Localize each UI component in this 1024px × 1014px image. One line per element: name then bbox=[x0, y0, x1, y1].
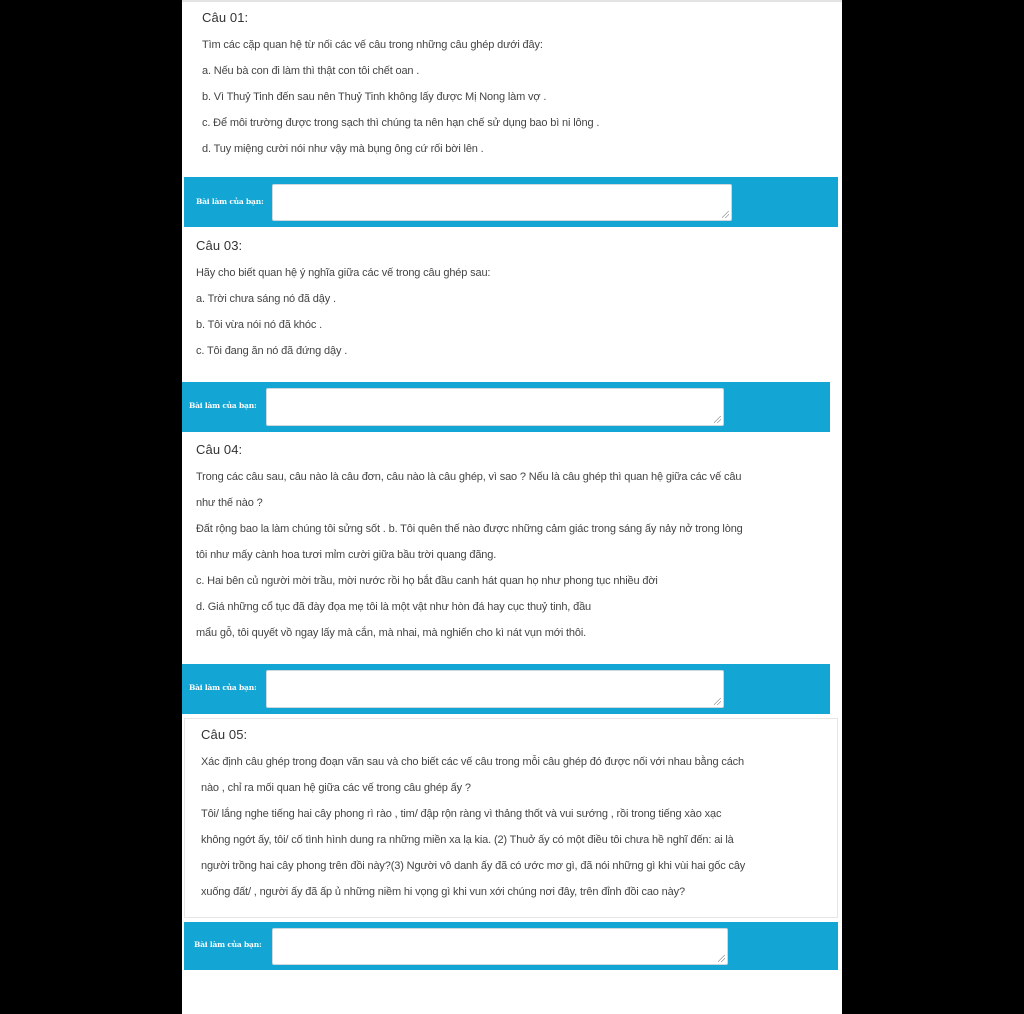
answer-bar-1 bbox=[184, 177, 838, 227]
question-line: a. Nếu bà con đi làm thì thật con tôi chết oan . bbox=[202, 65, 420, 77]
question-line: Đất rộng bao la làm chúng tôi sửng sốt . b. Tôi quên thế nào được những cảm giác trong sáng ấy nảy nở trong lòng bbox=[196, 523, 743, 535]
question-title: Câu 04: bbox=[196, 442, 243, 457]
question-line: Tôi/ lắng nghe tiếng hai cây phong rì rào , tim/ đập rộn ràng vì thảng thốt và vui sướng , rồi trong tiếng xào xạc bbox=[201, 808, 722, 820]
question-line: tôi như mấy cành hoa tươi mỉm cười giữa bầu trời quang đãng. bbox=[196, 549, 497, 561]
question-line: d. Tuy miệng cười nói như vậy mà bụng ông cứ rối bời lên . bbox=[202, 143, 484, 155]
question-line: xuống đất/ , người ấy đã ấp ủ những niềm hi vọng gì khi vun xới chúng nơi đây, trên đỉnh đồi cao này? bbox=[201, 886, 685, 898]
resize-handle-icon[interactable] bbox=[714, 416, 721, 423]
resize-handle-icon[interactable] bbox=[718, 955, 725, 962]
resize-handle-icon[interactable] bbox=[714, 698, 721, 705]
answer-label: Bài làm của bạn: bbox=[196, 197, 264, 206]
answer-label: Bài làm của bạn: bbox=[189, 401, 257, 410]
question-card-3 bbox=[196, 236, 826, 376]
question-title: Câu 01: bbox=[202, 10, 249, 25]
answer-label: Bài làm của bạn: bbox=[194, 940, 262, 949]
resize-handle-icon[interactable] bbox=[722, 211, 729, 218]
question-line: d. Giá những cổ tục đã đày đọa mẹ tôi là một vật như hòn đá hay cục thuỷ tinh, đầu bbox=[196, 601, 592, 613]
question-line: Trong các câu sau, câu nào là câu đơn, câu nào là câu ghép, vì sao ? Nếu là câu ghép thì quan hệ giữa các vế câu bbox=[196, 471, 742, 483]
question-title: Câu 05: bbox=[201, 727, 248, 742]
answer-bar-3 bbox=[182, 382, 830, 432]
answer-bar-4 bbox=[182, 664, 830, 714]
question-line: b. Tôi vừa nói nó đã khóc . bbox=[196, 319, 323, 331]
question-title: Câu 03: bbox=[196, 238, 243, 253]
answer-input-1[interactable] bbox=[272, 184, 732, 221]
question-line: nào , chỉ ra mối quan hệ giữa các vế trong câu ghép ấy ? bbox=[201, 782, 471, 794]
question-line: Hãy cho biết quan hệ ý nghĩa giữa các vế trong câu ghép sau: bbox=[196, 267, 491, 279]
answer-bar-5 bbox=[184, 922, 838, 970]
answer-input-4[interactable] bbox=[266, 670, 724, 708]
question-line: không ngớt ấy, tôi/ cố tình hình dung ra những miền xa lạ kia. (2) Thuở ấy có một điều tôi chưa hề nghĩ đến: ai là bbox=[201, 834, 734, 846]
answer-label: Bài làm của bạn: bbox=[189, 683, 257, 692]
question-card-4 bbox=[196, 440, 830, 656]
question-line: c. Để môi trường được trong sạch thì chúng ta nên hạn chế sử dụng bao bì ni lông . bbox=[202, 117, 600, 129]
question-line: c. Hai bên củ người mời trầu, mời nước rồi họ bắt đầu canh hát quan họ như phong tục nhiều đời bbox=[196, 575, 658, 587]
question-line: Tìm các cặp quan hệ từ nối các vế câu trong những câu ghép dưới đây: bbox=[202, 39, 543, 51]
question-line: người trồng hai cây phong trên đồi này?(3) Người vô danh ấy đã có ước mơ gì, đã nói những gì khi vùi hai gốc cây bbox=[201, 860, 746, 872]
question-line: a. Trời chưa sáng nó đã dậy . bbox=[196, 293, 336, 305]
answer-input-5[interactable] bbox=[272, 928, 728, 965]
top-divider bbox=[182, 0, 842, 2]
question-line: c. Tôi đang ăn nó đã đứng dậy . bbox=[196, 345, 348, 357]
worksheet-page bbox=[182, 0, 842, 1014]
answer-input-3[interactable] bbox=[266, 388, 724, 426]
question-line: b. Vì Thuỷ Tinh đến sau nên Thuỷ Tinh không lấy được Mị Nong làm vợ . bbox=[202, 91, 547, 103]
question-card-5 bbox=[184, 718, 838, 918]
question-line: Xác định câu ghép trong đoạn văn sau và cho biết các vế câu trong mỗi câu ghép đó được nối với nhau bằng cách bbox=[201, 756, 744, 768]
question-card-1 bbox=[202, 8, 822, 170]
question-line: như thế nào ? bbox=[196, 497, 263, 509]
question-line: mẩu gỗ, tôi quyết vồ ngay lấy mà cắn, mà nhai, mà nghiến cho kì nát vụn mới thôi. bbox=[196, 627, 587, 639]
